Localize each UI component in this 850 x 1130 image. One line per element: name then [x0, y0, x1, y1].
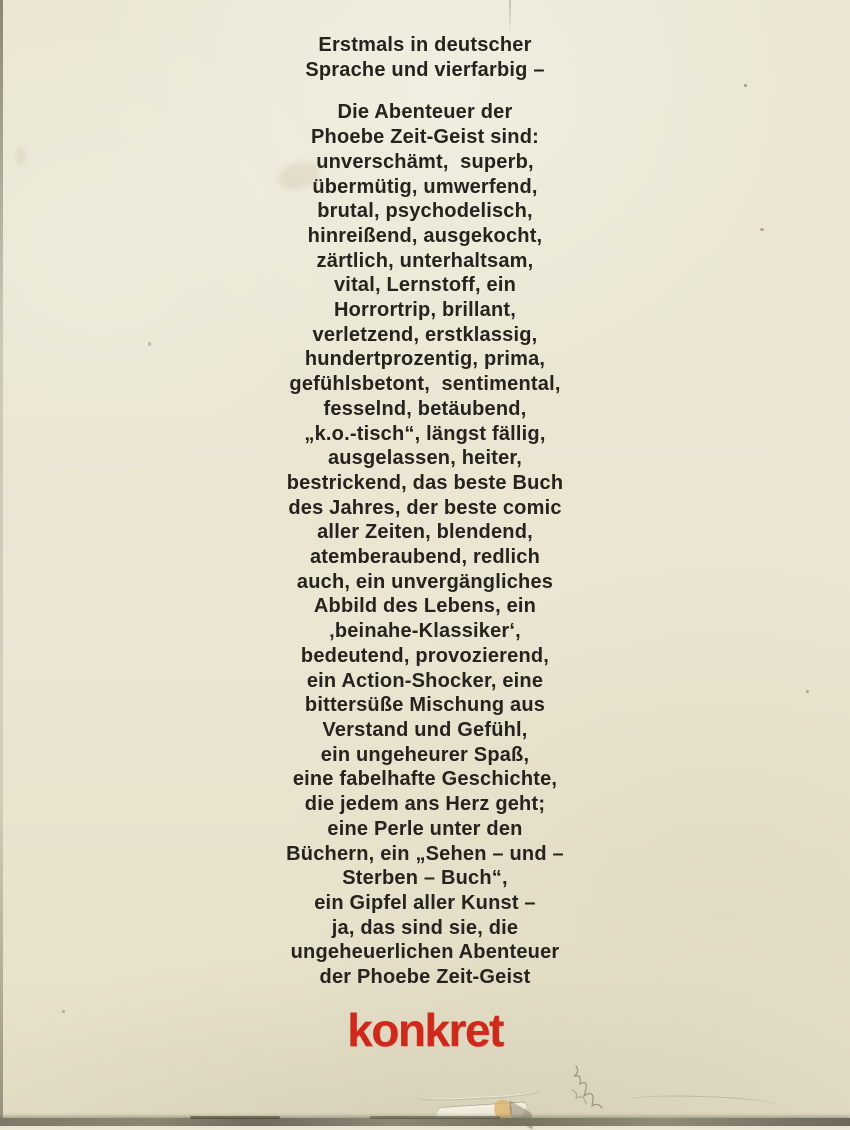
blurb-line: eine fabelhafte Geschichte,: [292, 768, 558, 791]
blurb-line: des Jahres, der beste comic: [288, 496, 562, 519]
blurb-line: ‚beinahe-Klassiker‘,: [329, 620, 521, 643]
paper-crease: [628, 1093, 778, 1112]
blurb-line: ein Action-Shocker, eine: [306, 669, 544, 692]
blurb-line: eine Perle unter den: [327, 817, 523, 840]
paper-tear: [438, 1098, 524, 1122]
paper-crease: [509, 0, 511, 34]
blurb-line: bittersüße Mischung aus: [304, 694, 546, 717]
blurb-line: fesselnd, betäubend,: [323, 397, 527, 420]
blurb-line: Abbild des Lebens, ein: [313, 595, 537, 618]
blurb-line: Horrortrip, brillant,: [334, 299, 516, 322]
pencil-scribble: [566, 1060, 614, 1114]
blurb-line: Die Abenteuer der: [337, 101, 513, 124]
blurb-line: Sterben – Buch“,: [342, 867, 508, 890]
blurb-line: ungeheuerlichen Abenteuer: [290, 941, 560, 964]
blurb-line: Sprache und vierfarbig –: [305, 58, 545, 81]
blurb-line: die jedem ans Herz geht;: [304, 793, 546, 816]
publisher-logo: konkret: [347, 1003, 503, 1056]
blurb-line: Büchern, ein „Sehen – und –: [286, 842, 564, 865]
blurb-line: Verstand und Gefühl,: [322, 718, 528, 741]
blurb-line: hundertprozentig, prima,: [304, 348, 546, 371]
blurb-line: brutal, psychodelisch,: [317, 200, 533, 223]
blurb-paragraph: [0, 100, 850, 989]
blurb-line: gefühlsbetont, sentimental,: [289, 373, 561, 396]
blurb-line: hinreißend, ausgekocht,: [307, 224, 543, 247]
scan-edge-bottom: [0, 1118, 850, 1126]
blurb-line: auch, ein unvergängliches: [296, 570, 554, 593]
blurb-line: der Phoebe Zeit-Geist: [319, 966, 531, 989]
paper-tear-flap: [432, 1101, 529, 1123]
blurb-line: „k.o.-tisch“, längst fällig,: [304, 422, 546, 445]
blurb-line: Erstmals in deutscher: [318, 34, 532, 56]
blurb-line: ja, das sind sie, die: [331, 916, 519, 939]
blurb-line: ausgelassen, heiter,: [327, 447, 523, 470]
blurb-line: aller Zeiten, blendend,: [317, 521, 533, 544]
blurb-text-block: [0, 33, 850, 1054]
blurb-line: verletzend, erstklassig,: [312, 323, 538, 346]
blurb-line: bestrickend, das beste Buch: [286, 471, 564, 494]
paper-tear-stain: [493, 1099, 514, 1121]
blurb-line: ein ungeheurer Spaß,: [320, 743, 530, 766]
paper-tear-shadow: [509, 1100, 533, 1130]
blurb-line: vital, Lernstoff, ein: [333, 274, 516, 297]
blurb-line: ein Gipfel aller Kunst –: [314, 891, 536, 914]
blurb-line: Phoebe Zeit-Geist sind:: [311, 126, 539, 149]
blurb-line: zärtlich, unterhaltsam,: [316, 249, 534, 272]
intro-paragraph: [0, 33, 850, 82]
blurb-line: übermütig, umwerfend,: [312, 175, 538, 198]
blurb-line: bedeutend, provozierend,: [300, 644, 550, 667]
blurb-line: atemberaubend, redlich: [309, 546, 540, 569]
blurb-line: unverschämt, superb,: [316, 150, 534, 173]
paper-crease: [418, 1085, 538, 1101]
